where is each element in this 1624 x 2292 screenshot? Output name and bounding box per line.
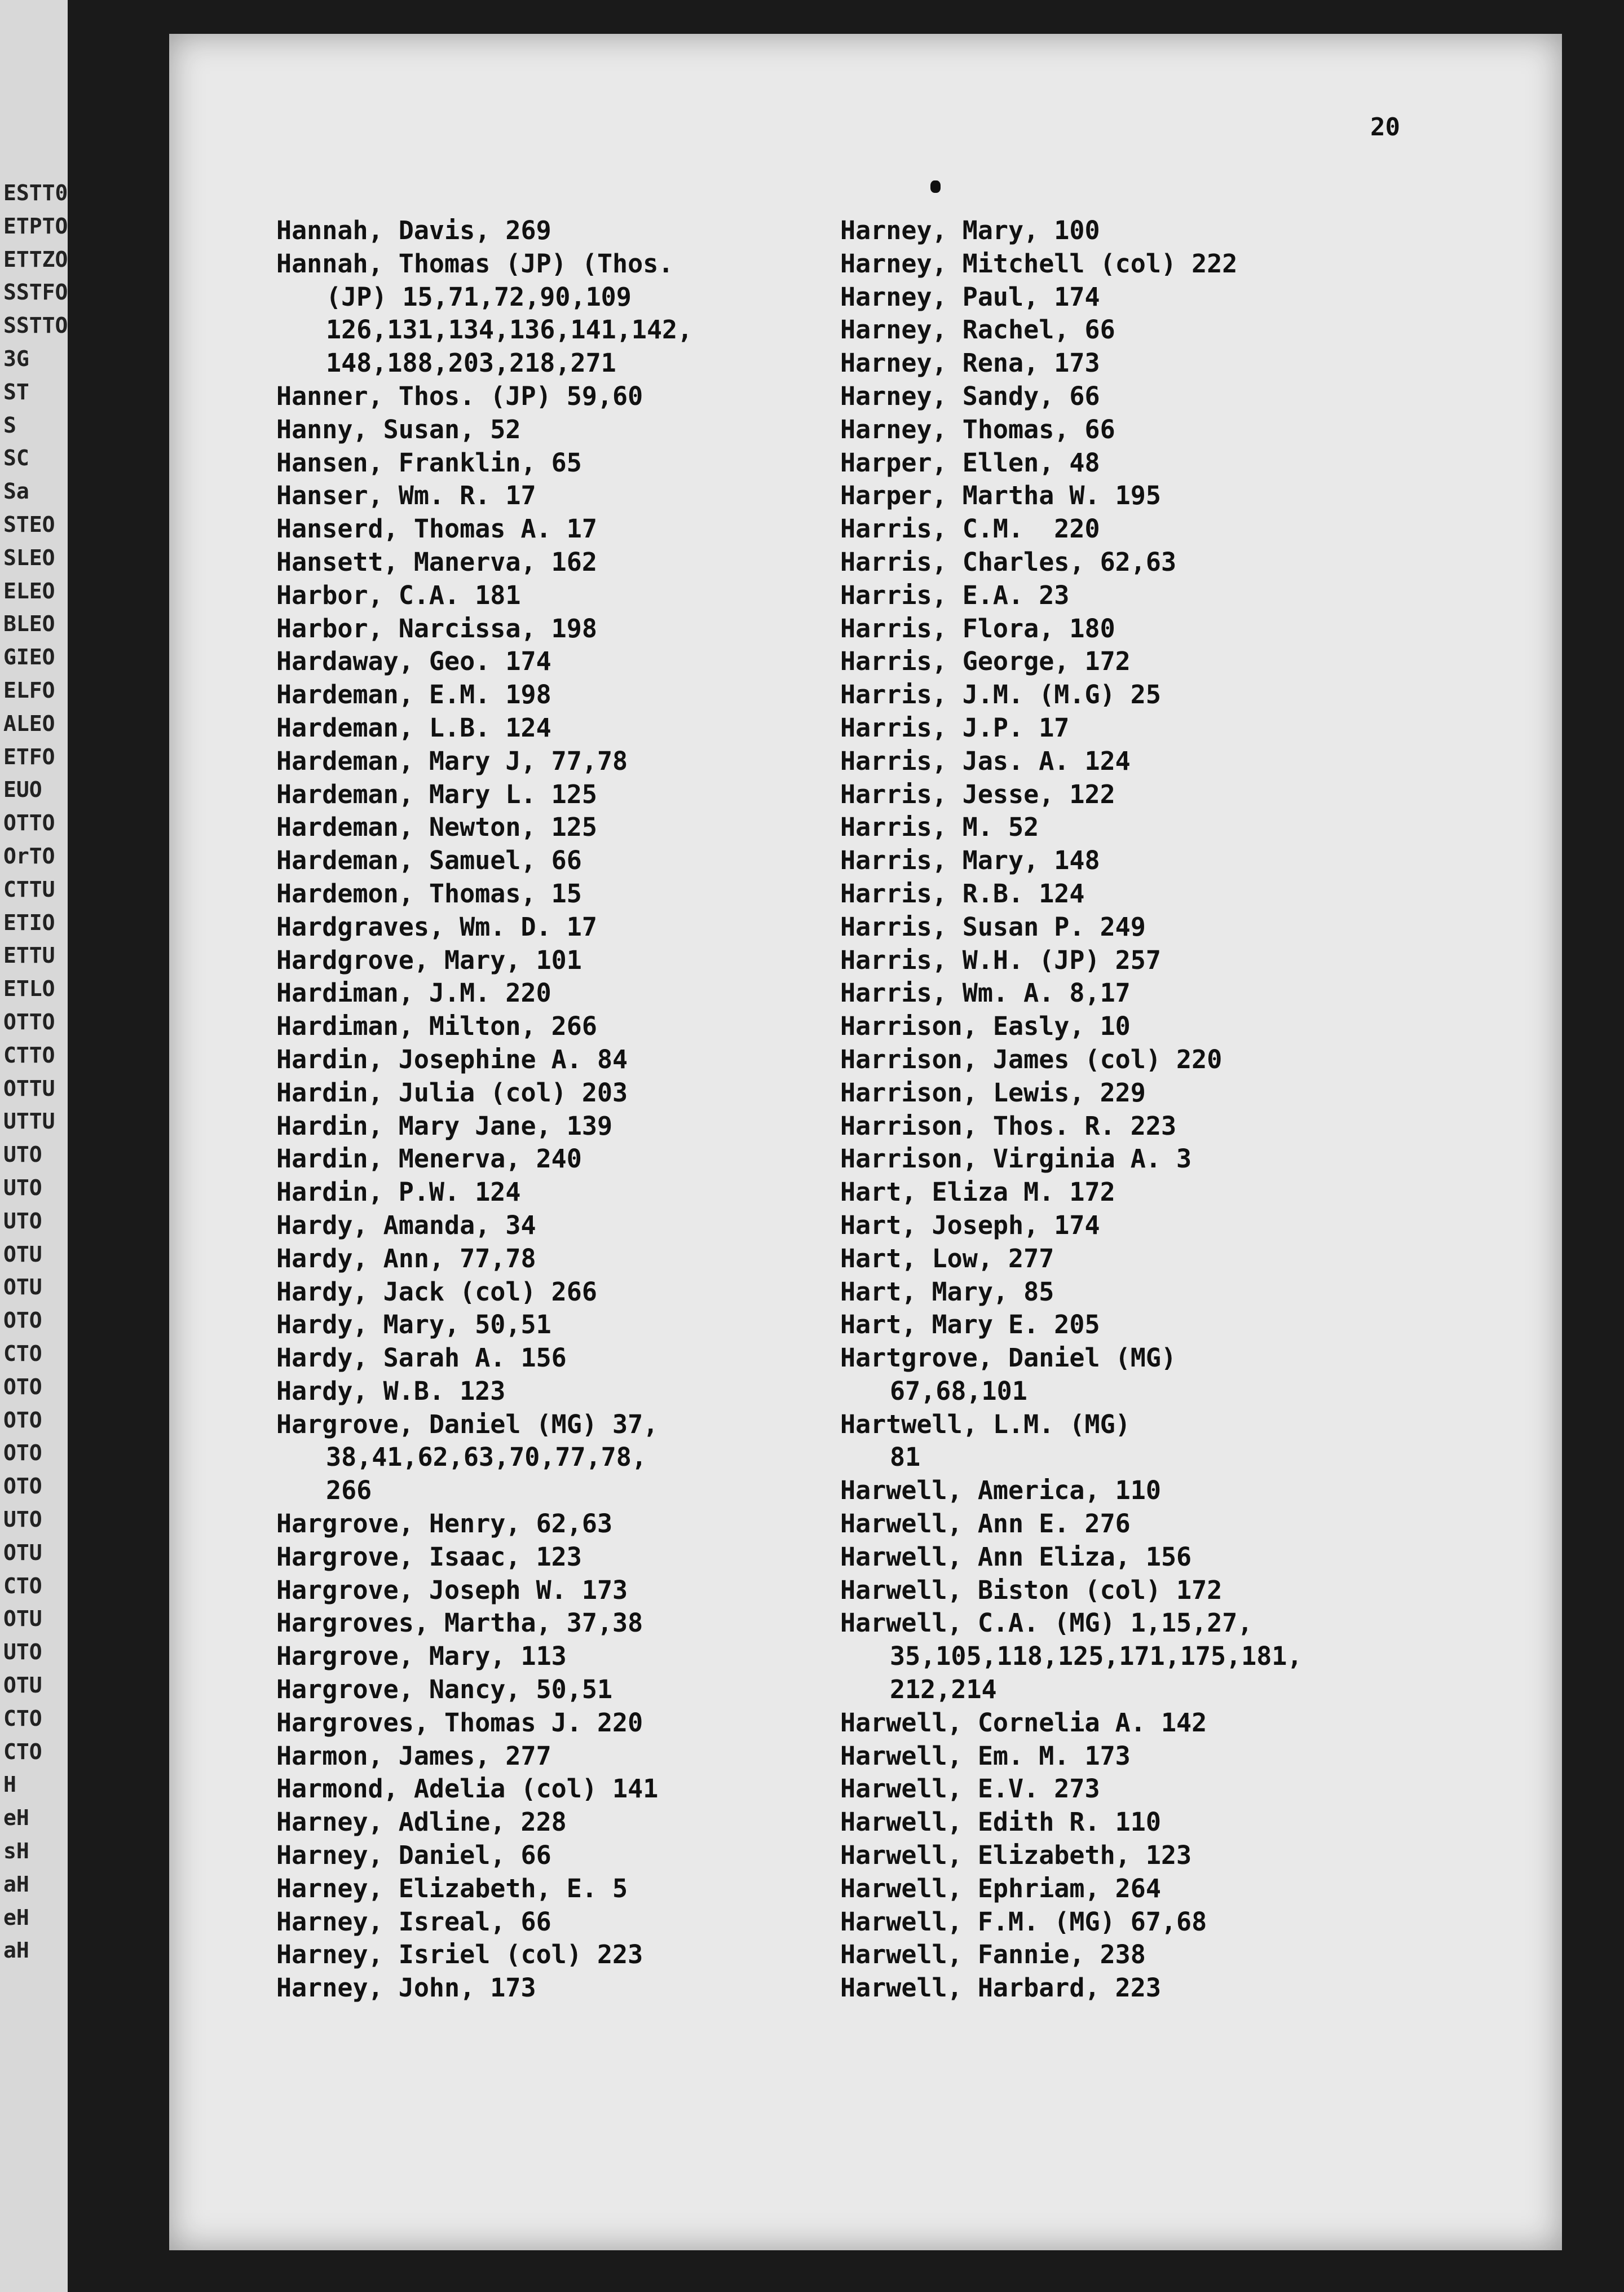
index-entry: Harris, George, 172 [840,646,1131,677]
margin-mark: OTU [3,1540,42,1565]
index-entry: Harney, Isriel (col) 223 [276,1940,643,1970]
index-entry: Hanser, Wm. R. 17 [276,481,536,511]
index-entry-continuation: 81 [890,1442,921,1473]
index-column-left [276,214,692,2005]
index-entry: Hart, Joseph, 174 [840,1210,1100,1240]
index-entry: Harwell, Cornelia A. 142 [840,1707,1207,1738]
index-entry: Harney, John, 173 [276,1973,536,2003]
margin-mark: OTU [3,1241,42,1267]
index-entry: Harney, Sandy, 66 [840,381,1100,411]
index-entry: Hardin, Josephine A. 84 [276,1044,628,1074]
margin-mark: OrTO [3,844,55,869]
index-entry: Hardy, Sarah A. 156 [276,1343,567,1373]
margin-mark: OTU [3,1673,42,1698]
index-entry: Hardiman, Milton, 266 [276,1011,597,1042]
index-entry: Hardeman, Mary L. 125 [276,779,597,809]
index-entry: Hannah, Thomas (JP) (Thos. [276,248,674,279]
index-entry: Harris, E.A. 23 [840,580,1070,610]
index-entry: Harris, J.M. (M.G) 25 [840,680,1161,710]
index-entry: Harwell, America, 110 [840,1475,1161,1506]
index-entry: Hargrove, Isaac, 123 [276,1541,582,1572]
index-entry: Harris, Flora, 180 [840,613,1115,643]
margin-mark: aH [3,1871,29,1897]
index-entry: Hanner, Thos. (JP) 59,60 [276,381,643,411]
margin-mark: ETLO [3,976,55,1002]
index-entry: Harris, C.M. 220 [840,514,1100,544]
index-entry: Hansett, Manerva, 162 [276,546,597,577]
index-entry: Hargrove, Mary, 113 [276,1641,567,1672]
margin-mark: STEO [3,512,55,537]
index-entry: Harney, Daniel, 66 [276,1840,551,1871]
margin-mark: S [3,412,16,438]
margin-mark: CTO [3,1573,42,1598]
index-entry: Harmon, James, 277 [276,1740,551,1771]
index-entry: Harney, Elizabeth, E. 5 [276,1873,628,1903]
index-entry-continuation: 38,41,62,63,70,77,78, [326,1442,647,1473]
index-entry-continuation: 35,105,118,125,171,175,181, [890,1641,1303,1672]
index-entry: Harney, Rachel, 66 [840,315,1115,345]
margin-mark: OTO [3,1440,42,1466]
index-entry-continuation: (JP) 15,71,72,90,109 [326,281,632,312]
margin-mark: H [3,1772,16,1797]
index-entry: Harwell, E.V. 273 [840,1774,1100,1804]
margin-mark: OTO [3,1474,42,1499]
index-entry: Harrison, James (col) 220 [840,1044,1223,1074]
index-entry: Harwell, Em. M. 173 [840,1740,1131,1771]
margin-mark: SSTTO [3,313,68,338]
index-entry: Hardgraves, Wm. D. 17 [276,911,597,942]
index-entry-continuation: 148,188,203,218,271 [326,348,616,378]
margin-mark: CTTU [3,876,55,902]
index-entry: Harper, Ellen, 48 [840,447,1100,478]
margin-mark: ELFO [3,678,55,703]
index-entry: Hardeman, Newton, 125 [276,812,597,843]
margin-mark: CTTO [3,1042,55,1068]
index-entry: Hargrove, Joseph W. 173 [276,1575,628,1605]
index-entry: Harrison, Virginia A. 3 [840,1144,1192,1174]
index-entry: Hardeman, Samuel, 66 [276,845,582,876]
index-entry: Hargroves, Martha, 37,38 [276,1608,643,1638]
index-entry: Harwell, Harbard, 223 [840,1973,1161,2003]
index-entry: Harney, Rena, 173 [840,348,1100,378]
index-entry: Harwell, Ephriam, 264 [840,1873,1161,1903]
index-entry: Hargrove, Nancy, 50,51 [276,1674,613,1705]
margin-mark: OTTO [3,810,55,836]
margin-mark: EUO [3,777,42,803]
index-entry: Harris, Wm. A. 8,17 [840,978,1131,1008]
index-entry: Hargrove, Henry, 62,63 [276,1509,613,1539]
index-entry: Harris, M. 52 [840,812,1039,843]
index-entry: Hart, Mary, 85 [840,1276,1054,1307]
margin-mark: sH [3,1839,29,1863]
ink-blot [930,180,941,193]
index-entry: Harney, Mary, 100 [840,215,1100,245]
index-entry-continuation: 126,131,134,136,141,142, [326,315,693,345]
index-entry: Hardy, Mary, 50,51 [276,1310,551,1340]
index-entry: Hardy, W.B. 123 [276,1376,506,1406]
margin-mark: aH [3,1938,29,1963]
margin-mark: CTO [3,1705,42,1731]
margin-mark: ETTU [3,943,55,968]
index-entry: Hardy, Jack (col) 266 [276,1276,597,1307]
margin-mark: BLEO [3,611,55,637]
index-entry: Hardin, Menerva, 240 [276,1144,582,1174]
margin-mark: OTU [3,1275,42,1300]
margin-mark: UTO [3,1507,42,1532]
index-entry: Harney, Paul, 174 [840,281,1100,312]
margin-mark: GIEO [3,645,55,670]
index-entry: Hanserd, Thomas A. 17 [276,514,597,544]
margin-mark: ELEO [3,578,55,603]
index-entry: Harwell, C.A. (MG) 1,15,27, [840,1608,1253,1638]
index-entry: Harrison, Easly, 10 [840,1011,1131,1042]
document-page [169,34,1562,2250]
index-entry: Harwell, Ann E. 276 [840,1509,1131,1539]
index-entry: Harris, J.P. 17 [840,712,1070,743]
index-entry: Hardin, Mary Jane, 139 [276,1110,613,1141]
index-entry: Hart, Mary E. 205 [840,1310,1100,1340]
index-entry: Harney, Thomas, 66 [840,414,1115,444]
index-entry: Harwell, F.M. (MG) 67,68 [840,1906,1207,1937]
index-entry: Harwell, Biston (col) 172 [840,1575,1223,1605]
margin-mark: Sa [3,479,29,504]
index-entry: Harrison, Lewis, 229 [840,1077,1146,1108]
margin-mark: 3G [3,346,29,371]
index-entry: Hardeman, L.B. 124 [276,712,551,743]
index-entry: Harris, Mary, 148 [840,845,1100,876]
index-entry: Hardy, Ann, 77,78 [276,1243,536,1273]
index-entry-continuation: 67,68,101 [890,1376,1027,1406]
margin-mark: CTO [3,1341,42,1366]
index-entry: Hargrove, Daniel (MG) 37, [276,1409,659,1439]
index-entry: Harris, Jesse, 122 [840,779,1115,809]
margin-mark: UTO [3,1639,42,1665]
margin-mark: UTO [3,1175,42,1200]
margin-mark: CTO [3,1739,42,1764]
index-entry: Hart, Low, 277 [840,1243,1054,1273]
index-entry-continuation: 266 [326,1475,372,1506]
index-entry: Hardy, Amanda, 34 [276,1210,536,1240]
index-entry: Hardaway, Geo. 174 [276,646,551,677]
index-entry: Harney, Mitchell (col) 222 [840,248,1238,279]
index-entry: Hansen, Franklin, 65 [276,447,582,478]
index-entry: Hartgrove, Daniel (MG) [840,1343,1177,1373]
margin-mark: SC [3,446,29,471]
index-entry: Hardin, Julia (col) 203 [276,1077,628,1108]
index-entry: Harwell, Ann Eliza, 156 [840,1541,1192,1572]
index-entry: Hardgrove, Mary, 101 [276,945,582,975]
index-entry: Harney, Isreal, 66 [276,1906,551,1937]
index-entry: Harwell, Elizabeth, 123 [840,1840,1192,1871]
index-entry: Harris, W.H. (JP) 257 [840,945,1161,975]
index-entry: Harney, Adline, 228 [276,1807,567,1837]
index-entry: Harrison, Thos. R. 223 [840,1110,1177,1141]
adjacent-page-strip [0,0,68,2292]
index-entry: Hart, Eliza M. 172 [840,1177,1115,1207]
index-entry: Harper, Martha W. 195 [840,481,1161,511]
margin-mark: ALEO [3,711,55,736]
margin-mark: UTTU [3,1109,55,1134]
index-entry: Harris, Susan P. 249 [840,911,1146,942]
index-entry: Hardeman, E.M. 198 [276,680,551,710]
margin-mark: ESTT0 [3,180,68,205]
index-entry: Hartwell, L.M. (MG) [840,1409,1131,1439]
index-column-right [840,214,1303,2005]
margin-mark: UTO [3,1142,42,1167]
margin-mark: ETPTO [3,213,68,239]
margin-mark: ETFO [3,744,55,769]
index-entry: Hannah, Davis, 269 [276,215,551,245]
index-entry: Hardemon, Thomas, 15 [276,878,582,909]
margin-mark: UTO [3,1208,42,1233]
margin-mark: ETTZO [3,246,68,272]
margin-mark: OTO [3,1407,42,1432]
margin-mark: OTTO [3,1010,55,1034]
margin-mark: ST [3,379,29,404]
margin-mark: SSTFO [3,280,68,305]
index-entry: Harris, Charles, 62,63 [840,546,1177,577]
margin-mark: eH [3,1905,29,1930]
margin-mark: OTTU [3,1076,55,1101]
margin-mark: OTO [3,1308,42,1333]
index-entry: Hanny, Susan, 52 [276,414,521,444]
margin-mark: SLEO [3,545,55,570]
index-entry: Harmond, Adelia (col) 141 [276,1774,659,1804]
index-entry-continuation: 212,214 [890,1674,997,1705]
index-entry: Hardin, P.W. 124 [276,1177,521,1207]
index-entry: Harbor, Narcissa, 198 [276,613,597,643]
page-number: 20 [1370,113,1400,142]
index-entry: Hargroves, Thomas J. 220 [276,1707,643,1738]
index-entry: Harris, Jas. A. 124 [840,746,1131,776]
margin-mark: OTO [3,1374,42,1399]
index-entry: Hardeman, Mary J, 77,78 [276,746,628,776]
index-entry: Harwell, Edith R. 110 [840,1807,1161,1837]
index-entry: Harbor, C.A. 181 [276,580,521,610]
index-entry: Harris, R.B. 124 [840,878,1085,909]
index-entry: Harwell, Fannie, 238 [840,1940,1146,1970]
index-entry: Hardiman, J.M. 220 [276,978,551,1008]
margin-mark: OTU [3,1606,42,1632]
margin-mark: eH [3,1805,29,1831]
margin-mark: ETIO [3,910,55,935]
